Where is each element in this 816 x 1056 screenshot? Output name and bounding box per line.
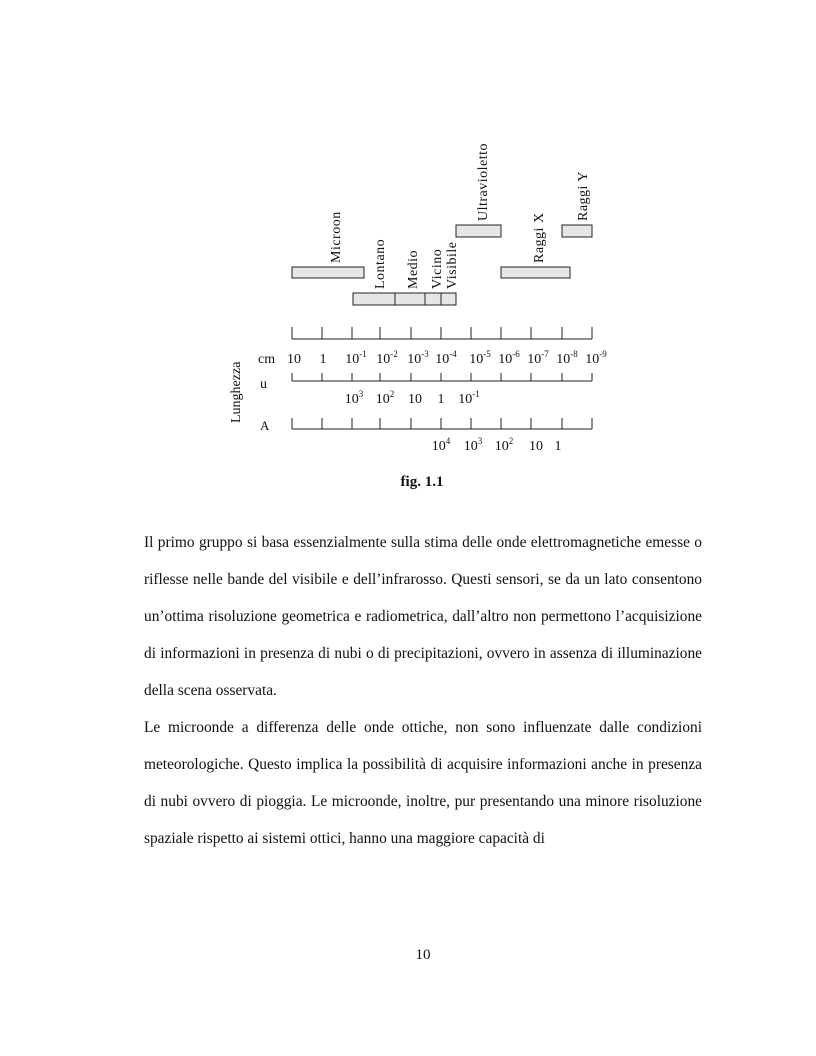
scale-tick-label: $10^3$ xyxy=(463,436,483,454)
scale-cm xyxy=(258,327,607,367)
scale-micron xyxy=(260,373,592,407)
scale-tick-label: $10^3$ xyxy=(344,389,364,407)
scale-tick-label: $10^4$ xyxy=(431,436,451,454)
unit-label-a: A xyxy=(260,418,270,433)
scale-tick-label: 1 xyxy=(319,352,327,367)
band-box-ultravioletto xyxy=(456,225,501,237)
unit-label-cm: cm xyxy=(258,352,276,367)
scale-tick-label: $10^2$ xyxy=(494,436,514,454)
band-label-raggi-x: Raggi X xyxy=(532,212,547,263)
scale-tick-label: $10^{-1}$ xyxy=(458,389,480,407)
paragraph: Le microonde a differenza delle onde ottiche, non sono influenzate dalle condizioni meteorologiche. Questo implica la possibilità di acquisire informazioni anche in presenza di nubi ovvero di pioggia. Le microonde, inoltre, pur presentando una minore risoluzione spaziale rispetto ai sistemi ottici, hanno una maggiore capacità di xyxy=(144,719,702,847)
scale-tick-label: $10^{-3}$ xyxy=(407,349,429,367)
scale-tick-label: $10^2$ xyxy=(375,389,395,407)
paragraph: Il primo gruppo si basa essenzialmente sulla stima delle onde elettromagnetiche emesse o riflesse nelle bande del visibile e dell’infrarosso. Questi sensori, se da un lato consentono un’ottima risoluzione geometrica e radiometrica, dall’altro non permettono l’acquisizione di informazioni in presenza di nubi o di precipitazioni, ovvero in assenza di illuminazione della scena osservata. xyxy=(144,534,702,699)
band-box-visibile xyxy=(441,293,456,305)
spectrum-figure xyxy=(0,0,816,470)
band-label-visibile: Visibile xyxy=(445,241,460,289)
scale-tick-label: 10 xyxy=(529,439,543,454)
band-label-lontano: Lontano xyxy=(373,238,388,289)
band-box-microon xyxy=(292,267,364,278)
scale-tick-label: $10^{-8}$ xyxy=(556,349,578,367)
unit-label-u: u xyxy=(260,377,267,392)
scale-tick-label: 10 xyxy=(408,392,422,407)
scale-tick-label: $10^{-2}$ xyxy=(376,349,398,367)
band-box-lontano xyxy=(353,293,395,305)
scale-tick-label: $10^{-5}$ xyxy=(469,349,491,367)
band-label-ultravioletto: Ultravioletto xyxy=(476,142,491,221)
scale-tick-label: $10^{-9}$ xyxy=(585,349,607,367)
scale-tick-label: 1 xyxy=(437,392,445,407)
band-box-medio xyxy=(395,293,425,305)
scale-tick-label: $10^{-6}$ xyxy=(498,349,520,367)
band-box-raggi-y xyxy=(562,225,592,237)
figure-caption: fig. 1.1 xyxy=(400,474,444,490)
band-box-vicino xyxy=(425,293,441,305)
axis-title: Lunghezza xyxy=(229,361,244,423)
band-label-vicino: Vicino xyxy=(430,248,445,289)
band-box-raggi-x xyxy=(501,267,570,278)
scale-tick-label: 10 xyxy=(287,352,301,367)
body-text xyxy=(144,524,702,857)
band-label-microon: Microon xyxy=(329,211,344,263)
page-number: 10 xyxy=(415,947,431,963)
band-label-raggi-y: Raggi Y xyxy=(576,170,591,221)
scale-tick-label: $10^{-4}$ xyxy=(435,349,457,367)
scale-tick-label: $10^{-7}$ xyxy=(527,349,549,367)
scale-tick-label: 1 xyxy=(554,439,562,454)
scale-tick-label: $10^{-1}$ xyxy=(345,349,367,367)
scale-angstrom xyxy=(260,418,592,454)
band-label-medio: Medio xyxy=(406,249,421,289)
